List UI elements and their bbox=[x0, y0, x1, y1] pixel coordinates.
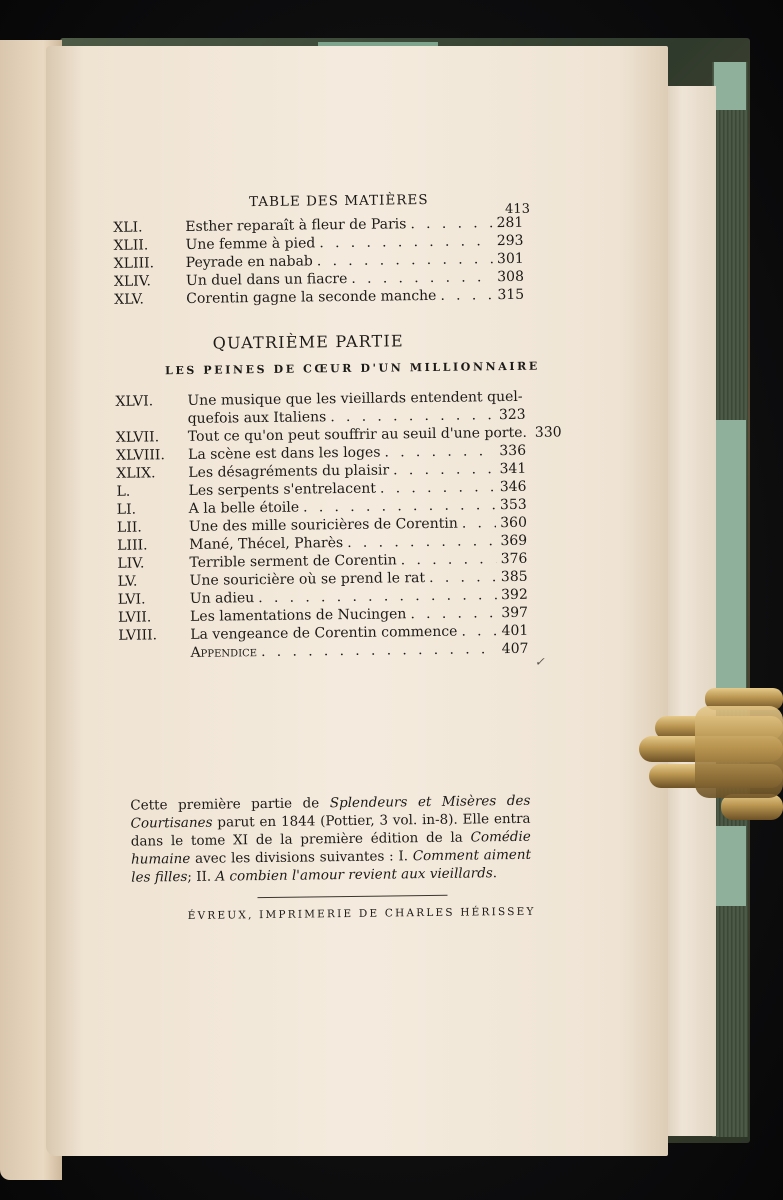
dot-leader bbox=[351, 268, 493, 288]
dot-leader bbox=[317, 250, 493, 270]
chapter-number: LIII. bbox=[117, 537, 148, 554]
chapter-number: XLVIII. bbox=[116, 447, 165, 464]
chapter-number: LII. bbox=[116, 519, 142, 536]
chapter-title: Tout ce qu'on peut souffrir au seuil d'une porte. bbox=[187, 424, 527, 445]
dot-leader bbox=[384, 442, 495, 461]
part-title: QUATRIÈME PARTIE bbox=[212, 331, 404, 353]
cover-green-band-middle bbox=[714, 420, 746, 690]
pencil-check-mark: ✓ bbox=[534, 654, 545, 669]
dot-leader bbox=[319, 232, 493, 252]
chapter-number: LI. bbox=[116, 501, 137, 518]
dot-leader bbox=[440, 286, 493, 305]
divider-rule bbox=[258, 895, 448, 898]
dot-leader bbox=[462, 514, 497, 532]
chapter-title: Mané, Thécel, Pharès bbox=[189, 535, 344, 553]
running-head: TABLE DES MATIÈRES bbox=[248, 191, 429, 211]
chapter-title: Une souricière où se prend le rat bbox=[189, 570, 426, 589]
chapter-title: Les serpents s'entrelacent bbox=[188, 480, 377, 499]
chapter-number: LVII. bbox=[117, 609, 152, 626]
chapter-page: 323 bbox=[498, 406, 526, 424]
dot-leader bbox=[347, 532, 496, 552]
chapter-title: Peyrade en nabab bbox=[185, 253, 313, 271]
chapter-title: La scène est dans les loges bbox=[187, 444, 381, 463]
brass-hand-paperweight-icon bbox=[635, 686, 783, 826]
note-text: parut en 1844 (Pottier, 3 vol. in-8). Elle entra dans le tome XI de la première édition de la bbox=[130, 810, 531, 850]
chapter-page: 336 bbox=[499, 442, 527, 460]
dot-leader bbox=[401, 550, 497, 569]
chapter-page: 397 bbox=[501, 604, 529, 622]
dot-leader bbox=[330, 406, 495, 426]
chapter-page: 281 bbox=[496, 214, 524, 232]
note-italic-title: A combien l'amour revient aux vieillards bbox=[215, 865, 493, 885]
chapter-page: 293 bbox=[496, 232, 524, 250]
chapter-page: 385 bbox=[500, 568, 528, 586]
chapter-title: Corentin gagne la seconde manche bbox=[186, 287, 437, 307]
chapter-title: Une femme à pied bbox=[185, 235, 316, 253]
chapter-page: 315 bbox=[497, 286, 525, 304]
chapter-page: 401 bbox=[501, 622, 529, 640]
chapter-page: 308 bbox=[497, 268, 525, 286]
dot-leader bbox=[410, 214, 492, 233]
chapter-page: 360 bbox=[500, 514, 528, 532]
dot-leader bbox=[303, 496, 496, 516]
chapter-title: A la belle étoile bbox=[188, 499, 300, 517]
chapter-number: XLIV. bbox=[113, 273, 151, 290]
chapter-page: 353 bbox=[499, 496, 527, 514]
chapter-number: XLVII. bbox=[115, 429, 160, 446]
chapter-title: Terrible serment de Corentin bbox=[189, 552, 397, 571]
chapter-title: Les lamentations de Nucingen bbox=[189, 606, 407, 625]
chapter-title-line2: quefois aux Italiens bbox=[187, 409, 327, 427]
note-italic-title: Comédie humaine bbox=[130, 828, 531, 868]
chapter-number: XLV. bbox=[114, 291, 145, 308]
chapter-page: 376 bbox=[500, 550, 528, 568]
chapter-number: XLIX. bbox=[116, 465, 156, 482]
toc-entry bbox=[114, 286, 524, 309]
chapter-page: 330 bbox=[534, 424, 562, 441]
part-subtitle: LES PEINES DE CŒUR D'UN MILLIONNAIRE bbox=[164, 359, 540, 378]
chapter-number: LVI. bbox=[117, 591, 146, 608]
chapter-number: L. bbox=[116, 483, 131, 500]
dot-leader bbox=[410, 604, 497, 623]
note-text: . bbox=[492, 865, 498, 882]
chapter-title: Les désagréments du plaisir bbox=[188, 462, 390, 481]
chapter-page: 341 bbox=[499, 460, 527, 478]
chapter-number: XLIII. bbox=[113, 255, 155, 272]
dot-leader bbox=[393, 460, 496, 479]
chapter-number: XLVI. bbox=[115, 393, 154, 410]
chapter-number: XLII. bbox=[113, 237, 149, 254]
note-text: avec les divisions suivantes : I. bbox=[190, 848, 413, 867]
chapter-page: 346 bbox=[499, 478, 527, 496]
chapter-title: Un duel dans un fiacre bbox=[185, 270, 348, 289]
page-content bbox=[41, 42, 677, 1160]
chapter-number: XLI. bbox=[113, 219, 143, 236]
toc-list-bottom bbox=[115, 388, 562, 663]
chapter-title: La vengeance de Corentin commence bbox=[190, 623, 458, 643]
cover-green-band-top bbox=[714, 62, 746, 110]
chapter-title-line1: Une musique que les vieillards entendent quel- bbox=[187, 388, 523, 409]
chapter-number: LV. bbox=[117, 573, 138, 590]
dot-leader bbox=[261, 640, 498, 661]
printer-imprint: ÉVREUX, IMPRIMERIE DE CHARLES HÉRISSEY bbox=[187, 905, 536, 922]
chapter-title: Esther reparaît à fleur de Paris bbox=[185, 216, 407, 235]
chapter-number: LIV. bbox=[117, 555, 145, 572]
appendix-title: Appendice bbox=[190, 644, 258, 661]
dot-leader bbox=[380, 478, 496, 497]
chapter-title: Un adieu bbox=[189, 590, 255, 607]
chapter-page: 392 bbox=[501, 586, 528, 604]
note-text: ; II. bbox=[187, 868, 216, 885]
book-page bbox=[46, 46, 668, 1156]
page-number: 413 bbox=[505, 201, 531, 218]
appendix-page: 407 bbox=[501, 640, 529, 658]
dot-leader bbox=[461, 622, 497, 640]
chapter-page: 369 bbox=[500, 532, 528, 550]
toc-list-top bbox=[113, 214, 524, 309]
chapter-page: 301 bbox=[496, 250, 524, 268]
chapter-number: LVIII. bbox=[118, 627, 158, 644]
dot-leader bbox=[429, 568, 497, 587]
note-italic-title: Splendeurs et Misères des Courtisanes bbox=[130, 792, 531, 832]
note-text: Cette première partie de bbox=[130, 795, 330, 814]
chapter-number-empty bbox=[119, 657, 191, 658]
cover-green-band-lower bbox=[714, 826, 746, 906]
note-italic-title: Comment aiment les filles bbox=[131, 846, 532, 886]
publication-note bbox=[130, 792, 531, 887]
chapter-title: Une des mille souricières de Corentin bbox=[188, 515, 458, 535]
